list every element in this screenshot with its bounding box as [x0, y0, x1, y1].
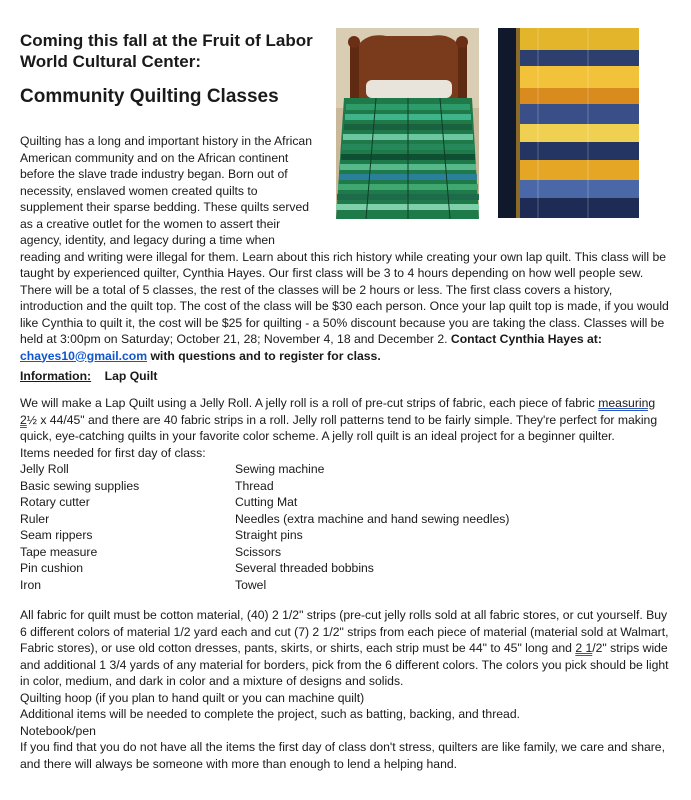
contact-suffix: with questions and to register for class. — [147, 348, 381, 363]
item-right: Cutting Mat — [235, 495, 298, 509]
item-left: Jelly Roll — [20, 462, 69, 476]
page-title: Community Quilting Classes — [20, 86, 279, 107]
flyer-header — [20, 30, 320, 108]
item-right: Scissors — [235, 544, 282, 559]
information-value: Lap Quilt — [104, 369, 158, 383]
jelly-text-before: We will make a Lap Quilt using a Jelly Roll. A jelly roll is a roll of pre-cut strips of fabric, each piece of fabric — [20, 396, 599, 410]
measuring-marked-text: measuring 2 — [20, 396, 656, 427]
jelly-text-after: ½ x 44/45" and there are 40 fabric strips in a roll. Jelly roll patterns tend to be fairly simple. They're perfect for making quick, eye-catching quilts in your favorite color scheme. A jelly roll quilt is an ideal project for a beginner quilter. — [20, 412, 658, 443]
item-right: Needles (extra machine and hand sewing needles) — [235, 511, 510, 526]
list-item — [20, 577, 620, 594]
additional-items-line: Additional items will be needed to complete the project, such as batting, backing, and thread. — [20, 707, 520, 721]
item-left: Seam rippers — [20, 528, 93, 542]
list-item — [20, 478, 620, 495]
information-line — [20, 368, 675, 385]
fabric-section — [20, 607, 675, 772]
items-heading: Items needed for first day of class: — [20, 445, 206, 460]
item-right: Several threaded bobbins — [235, 561, 374, 575]
item-left: Rotary cutter — [20, 495, 90, 509]
announcement-line-2: World Cultural Center: — [20, 52, 202, 71]
list-item — [20, 560, 620, 577]
fabric-paragraph — [20, 607, 675, 690]
list-item — [20, 494, 620, 511]
list-item — [20, 511, 620, 528]
intro-section — [20, 133, 675, 364]
item-left: Pin cushion — [20, 561, 84, 575]
list-item — [20, 544, 620, 561]
item-right: Sewing machine — [235, 462, 325, 476]
item-left: Ruler — [20, 511, 50, 526]
information-label: Information: — [20, 369, 92, 383]
quilting-hoop-line: Quilting hoop (if you plan to hand quilt or you can machine quilt) — [20, 690, 365, 705]
item-right: Thread — [235, 478, 274, 493]
contact-email-link[interactable]: chayes10@gmail.com — [20, 348, 148, 363]
closing-paragraph: If you find that you do not have all the items the first day of class don't stress, quilters are like family, we care and share, and there will always be someone with more than enough to lend a helping hand. — [20, 740, 665, 771]
jelly-roll-paragraph — [20, 395, 675, 445]
notebook-line: Notebook/pen — [20, 723, 96, 738]
list-item — [20, 527, 620, 544]
announcement-line-1: Coming this fall at the Fruit of Labor — [20, 31, 313, 50]
intro-text: Quilting has a long and important history in the African American community and on the African continent before the slave trade industry began. Born out of necessity, enslaved women created quilts to supplement their sparse bedding. These quilts served as a creative outlet for the women to assert their agency, identity, and legacy during a time when reading and writing were illegal for them. Learn about this rich history while creating your own lap quilt. This class will be taught by experienced quilter, Cynthia Hayes. Our first class will be 3 to 4 hours depending on how well people sew. There will be a total of 5 classes, the rest of the classes will be 2 hours or less. The first class covers a history, introduction and the quilt top. The cost of the class will be $30 each person. Once your lap quilt top is made, if you would like Cynthia to quilt it, the cost will be $25 for quilting - a 50% discount because you are taking the class. Classes will be held at 3:00pm on Saturday; October 21, 28; November 4, 18 and December 2. — [20, 134, 669, 346]
strip-width-marked-text: 2 1 — [575, 641, 593, 655]
fabric-text-before: All fabric for quilt must be cotton material, (40) 2 1/2" strips (pre-cut jelly rolls sold at all fabric stores, or cut yourself. Buy 6 different colors of material 1/2 yard each and cut (7) 2 1/2" strips from each piece of material (material sold at Walmart, Fabric stores), or use old cotton dresses, pants, skirts, or shirts, each strip must be 44" to 45" long and — [20, 608, 669, 655]
items-list — [20, 461, 620, 593]
contact-label: Contact Cynthia Hayes at: — [450, 332, 602, 346]
item-right: Straight pins — [235, 528, 303, 542]
item-right: Towel — [235, 577, 267, 592]
jelly-roll-section — [20, 395, 675, 461]
list-item — [20, 461, 620, 478]
fabric-text-after: /2" strips wide and additional 1 3/4 yards of any material for borders, pick from the 6 different colors. The colors you pick should be light in color, medium, and dark in color and a mixture of designs and solids. — [20, 641, 669, 688]
item-left: Iron — [20, 577, 42, 592]
item-left: Tape measure — [20, 544, 98, 559]
item-left: Basic sewing supplies — [20, 478, 140, 493]
